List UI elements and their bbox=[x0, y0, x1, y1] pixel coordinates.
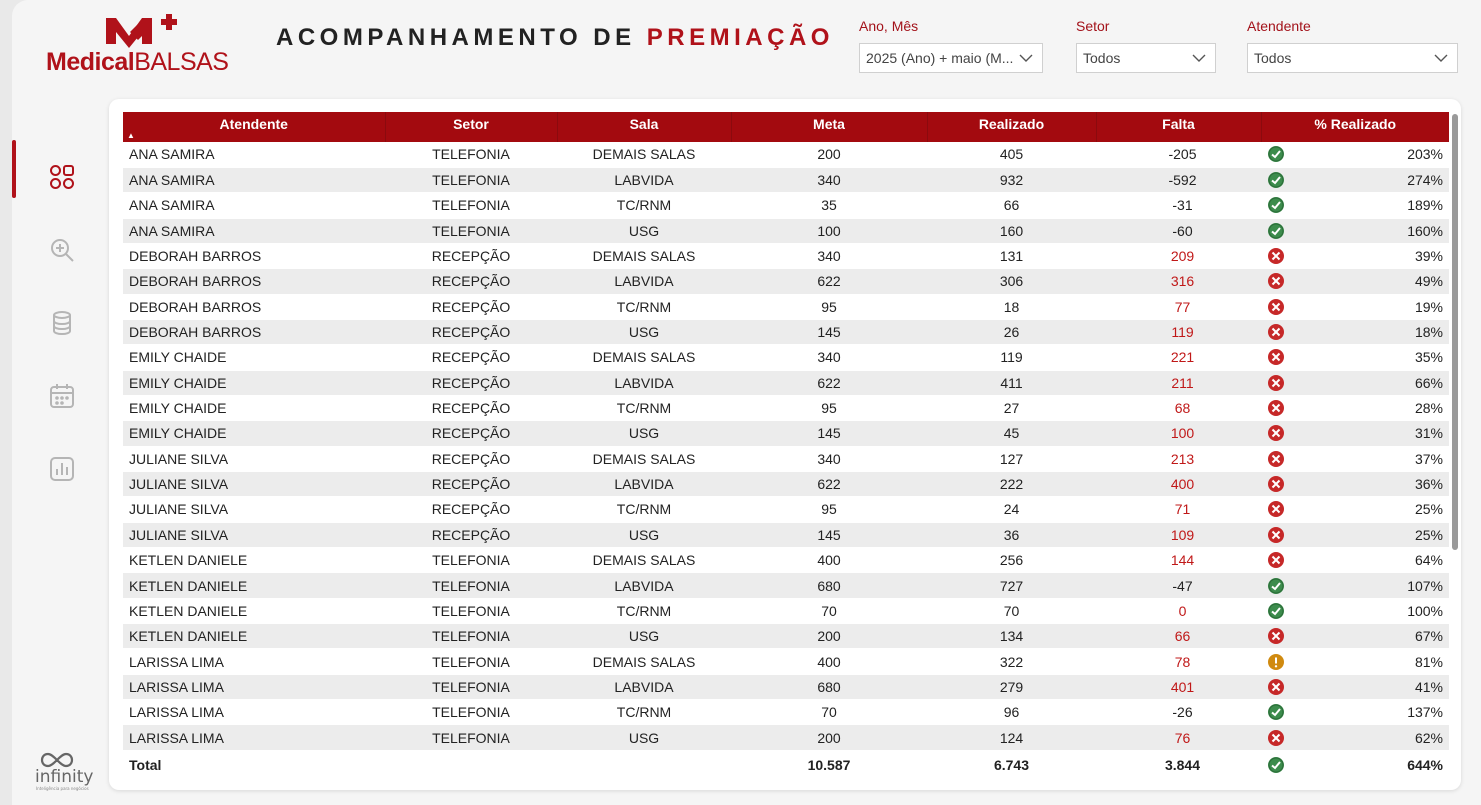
cell-sala: LABVIDA bbox=[557, 370, 731, 395]
cell-meta: 95 bbox=[731, 395, 927, 420]
status-fail-icon bbox=[1267, 729, 1285, 747]
dropdown-value: Todos bbox=[1254, 50, 1292, 66]
cell-sala: USG bbox=[557, 421, 731, 446]
cell-sala: LABVIDA bbox=[557, 573, 731, 598]
cell-falta: 119 bbox=[1096, 319, 1261, 344]
database-icon bbox=[48, 309, 76, 337]
cell-pct-realizado: 41% bbox=[1414, 678, 1443, 695]
chevron-down-icon bbox=[1018, 50, 1034, 66]
col-header-falta[interactable]: Falta bbox=[1096, 112, 1261, 142]
total-pct: 644% bbox=[1407, 756, 1443, 773]
cell-falta: 68 bbox=[1096, 395, 1261, 420]
cell-meta: 100 bbox=[731, 218, 927, 243]
cell-sala: USG bbox=[557, 522, 731, 547]
cell-meta: 622 bbox=[731, 471, 927, 496]
status-ok-icon bbox=[1267, 577, 1285, 595]
cell-setor: RECEPÇÃO bbox=[385, 370, 557, 395]
cell-falta: -60 bbox=[1096, 218, 1261, 243]
status-ok-icon bbox=[1267, 196, 1285, 214]
status-ok-icon bbox=[1267, 145, 1285, 163]
cell-falta: -26 bbox=[1096, 700, 1261, 725]
cell-realizado: 932 bbox=[927, 167, 1096, 192]
nav-reports[interactable] bbox=[12, 432, 92, 505]
cell-sala: TC/RNM bbox=[557, 598, 731, 623]
cell-atendente: ANA SAMIRA bbox=[123, 218, 385, 243]
cell-setor: TELEFONIA bbox=[385, 598, 557, 623]
cell-setor: RECEPÇÃO bbox=[385, 446, 557, 471]
table-row[interactable] bbox=[123, 522, 1449, 547]
status-ok-icon bbox=[1267, 703, 1285, 721]
total-meta: 10.587 bbox=[731, 750, 927, 778]
table-card bbox=[109, 99, 1461, 790]
cell-atendente: JULIANE SILVA bbox=[123, 522, 385, 547]
cell-setor: TELEFONIA bbox=[385, 725, 557, 750]
cell-atendente: ANA SAMIRA bbox=[123, 142, 385, 167]
cell-setor: RECEPÇÃO bbox=[385, 497, 557, 522]
cell-pct-realizado: 67% bbox=[1414, 628, 1443, 645]
cell-falta: 0 bbox=[1096, 598, 1261, 623]
table-row[interactable] bbox=[123, 725, 1449, 750]
nav-calendar[interactable] bbox=[12, 359, 92, 432]
cell-setor: TELEFONIA bbox=[385, 624, 557, 649]
page-title: ACOMPANHAMENTO DE PREMIAÇÃO bbox=[276, 24, 834, 51]
cell-setor: RECEPÇÃO bbox=[385, 269, 557, 294]
status-fail-icon bbox=[1267, 627, 1285, 645]
col-header-atendente[interactable]: Atendente ▲ bbox=[123, 112, 385, 142]
table-row[interactable] bbox=[123, 674, 1449, 699]
cell-setor: RECEPÇÃO bbox=[385, 243, 557, 268]
cell-sala: LABVIDA bbox=[557, 269, 731, 294]
cell-meta: 340 bbox=[731, 167, 927, 192]
table-row[interactable] bbox=[123, 269, 1449, 294]
cell-realizado: 45 bbox=[927, 421, 1096, 446]
cell-pct-realizado: 35% bbox=[1414, 349, 1443, 366]
cell-pct-realizado: 189% bbox=[1407, 197, 1443, 214]
table-row[interactable] bbox=[123, 497, 1449, 522]
cell-setor: RECEPÇÃO bbox=[385, 345, 557, 370]
cell-setor: RECEPÇÃO bbox=[385, 522, 557, 547]
cell-pct-realizado: 81% bbox=[1414, 653, 1443, 670]
table-row[interactable] bbox=[123, 319, 1449, 344]
cell-pct-realizado: 37% bbox=[1414, 450, 1443, 467]
status-fail-icon bbox=[1267, 399, 1285, 417]
cell-pct-realizado: 31% bbox=[1414, 425, 1443, 442]
cell-pct-realizado: 18% bbox=[1414, 324, 1443, 341]
cell-atendente: KETLEN DANIELE bbox=[123, 573, 385, 598]
bar-chart-icon bbox=[48, 455, 76, 483]
cell-meta: 145 bbox=[731, 319, 927, 344]
dashboard-icon bbox=[48, 163, 76, 191]
infinity-logo bbox=[34, 742, 104, 792]
chevron-down-icon bbox=[1191, 50, 1207, 66]
cell-atendente: KETLEN DANIELE bbox=[123, 598, 385, 623]
status-warning-icon bbox=[1267, 653, 1285, 671]
table-row[interactable] bbox=[123, 142, 1449, 167]
cell-meta: 70 bbox=[731, 700, 927, 725]
cell-setor: RECEPÇÃO bbox=[385, 395, 557, 420]
cell-falta: 211 bbox=[1096, 370, 1261, 395]
nav-dashboard[interactable] bbox=[12, 140, 92, 213]
status-fail-icon bbox=[1267, 424, 1285, 442]
cell-pct-realizado: 64% bbox=[1414, 552, 1443, 569]
cell-falta: 400 bbox=[1096, 471, 1261, 496]
cell-falta: 71 bbox=[1096, 497, 1261, 522]
status-fail-icon bbox=[1267, 272, 1285, 290]
table-row[interactable] bbox=[123, 446, 1449, 471]
chevron-down-icon bbox=[1433, 50, 1449, 66]
infinity-tagline: Inteligência para negócios bbox=[36, 786, 89, 791]
status-ok-icon bbox=[1267, 171, 1285, 189]
col-header-setor[interactable]: Setor bbox=[385, 112, 557, 142]
cell-sala: LABVIDA bbox=[557, 471, 731, 496]
table-total-row bbox=[123, 750, 1449, 778]
cell-realizado: 131 bbox=[927, 243, 1096, 268]
status-fail-icon bbox=[1267, 450, 1285, 468]
cell-setor: TELEFONIA bbox=[385, 142, 557, 167]
table-row[interactable] bbox=[123, 573, 1449, 598]
brand-name: MedicalBALSAS bbox=[46, 48, 229, 76]
cell-atendente: EMILY CHAIDE bbox=[123, 421, 385, 446]
cell-sala: DEMAIS SALAS bbox=[557, 446, 731, 471]
cell-meta: 340 bbox=[731, 345, 927, 370]
cell-realizado: 124 bbox=[927, 725, 1096, 750]
cell-atendente: JULIANE SILVA bbox=[123, 446, 385, 471]
cell-sala: LABVIDA bbox=[557, 674, 731, 699]
cell-pct-realizado: 49% bbox=[1414, 273, 1443, 290]
table-row[interactable] bbox=[123, 193, 1449, 218]
cell-atendente: JULIANE SILVA bbox=[123, 471, 385, 496]
zoom-in-icon bbox=[48, 236, 76, 264]
cell-sala: USG bbox=[557, 319, 731, 344]
cell-realizado: 134 bbox=[927, 624, 1096, 649]
cell-pct-realizado: 25% bbox=[1414, 501, 1443, 518]
cell-realizado: 119 bbox=[927, 345, 1096, 370]
cell-meta: 200 bbox=[731, 142, 927, 167]
cell-realizado: 405 bbox=[927, 142, 1096, 167]
cell-atendente: KETLEN DANIELE bbox=[123, 548, 385, 573]
status-ok-icon bbox=[1267, 602, 1285, 620]
total-label: Total bbox=[123, 750, 385, 778]
table-row[interactable] bbox=[123, 218, 1449, 243]
cell-atendente: DEBORAH BARROS bbox=[123, 319, 385, 344]
cell-sala: DEMAIS SALAS bbox=[557, 345, 731, 370]
cell-pct-realizado: 107% bbox=[1407, 577, 1443, 594]
cell-meta: 145 bbox=[731, 522, 927, 547]
cell-pct-realizado: 100% bbox=[1407, 602, 1443, 619]
cell-meta: 622 bbox=[731, 370, 927, 395]
status-fail-icon bbox=[1267, 678, 1285, 696]
cell-sala: TC/RNM bbox=[557, 193, 731, 218]
cell-realizado: 27 bbox=[927, 395, 1096, 420]
status-fail-icon bbox=[1267, 374, 1285, 392]
status-fail-icon bbox=[1267, 551, 1285, 569]
col-header-sala[interactable]: Sala bbox=[557, 112, 731, 142]
cell-atendente: JULIANE SILVA bbox=[123, 497, 385, 522]
cell-meta: 622 bbox=[731, 269, 927, 294]
cell-pct-realizado: 203% bbox=[1407, 146, 1443, 163]
cell-atendente: LARISSA LIMA bbox=[123, 649, 385, 674]
cell-pct-realizado: 137% bbox=[1407, 704, 1443, 721]
table-row[interactable] bbox=[123, 395, 1449, 420]
cell-sala: DEMAIS SALAS bbox=[557, 548, 731, 573]
cell-falta: 209 bbox=[1096, 243, 1261, 268]
filter-label: Setor bbox=[1076, 18, 1110, 34]
cell-falta: 221 bbox=[1096, 345, 1261, 370]
cell-pct-realizado: 66% bbox=[1414, 374, 1443, 391]
table-row[interactable] bbox=[123, 167, 1449, 192]
table-row[interactable] bbox=[123, 649, 1449, 674]
cell-setor: TELEFONIA bbox=[385, 167, 557, 192]
cell-pct-realizado: 25% bbox=[1414, 526, 1443, 543]
cell-realizado: 306 bbox=[927, 269, 1096, 294]
cell-falta: -47 bbox=[1096, 573, 1261, 598]
cell-meta: 70 bbox=[731, 598, 927, 623]
status-fail-icon bbox=[1267, 348, 1285, 366]
cell-meta: 200 bbox=[731, 725, 927, 750]
nav-database[interactable] bbox=[12, 286, 92, 359]
table-row[interactable] bbox=[123, 370, 1449, 395]
cell-realizado: 727 bbox=[927, 573, 1096, 598]
cell-atendente: ANA SAMIRA bbox=[123, 193, 385, 218]
col-header-pct-realizado[interactable]: % Realizado bbox=[1261, 112, 1449, 142]
cell-atendente: EMILY CHAIDE bbox=[123, 370, 385, 395]
cell-falta: 76 bbox=[1096, 725, 1261, 750]
cell-atendente: EMILY CHAIDE bbox=[123, 345, 385, 370]
total-falta: 3.844 bbox=[1096, 750, 1261, 778]
cell-realizado: 222 bbox=[927, 471, 1096, 496]
status-fail-icon bbox=[1267, 323, 1285, 341]
cell-meta: 35 bbox=[731, 193, 927, 218]
cell-meta: 200 bbox=[731, 624, 927, 649]
cell-falta: 316 bbox=[1096, 269, 1261, 294]
cell-realizado: 322 bbox=[927, 649, 1096, 674]
table-row[interactable] bbox=[123, 421, 1449, 446]
cell-realizado: 24 bbox=[927, 497, 1096, 522]
cell-falta: -592 bbox=[1096, 167, 1261, 192]
table-row[interactable] bbox=[123, 345, 1449, 370]
cell-setor: TELEFONIA bbox=[385, 700, 557, 725]
sort-ascending-icon: ▲ bbox=[127, 131, 135, 140]
cell-atendente: LARISSA LIMA bbox=[123, 700, 385, 725]
cell-pct-realizado: 19% bbox=[1414, 298, 1443, 315]
cell-sala: USG bbox=[557, 218, 731, 243]
cell-falta: 66 bbox=[1096, 624, 1261, 649]
status-ok-icon bbox=[1267, 756, 1285, 774]
cell-atendente: DEBORAH BARROS bbox=[123, 294, 385, 319]
cell-setor: TELEFONIA bbox=[385, 573, 557, 598]
table-row[interactable] bbox=[123, 548, 1449, 573]
cell-falta: 78 bbox=[1096, 649, 1261, 674]
status-fail-icon bbox=[1267, 298, 1285, 316]
cell-atendente: KETLEN DANIELE bbox=[123, 624, 385, 649]
cell-realizado: 127 bbox=[927, 446, 1096, 471]
cell-falta: -205 bbox=[1096, 142, 1261, 167]
filter-atendente bbox=[1247, 18, 1458, 73]
ano-mes-dropdown[interactable] bbox=[859, 43, 1043, 73]
table-row[interactable] bbox=[123, 700, 1449, 725]
table-row[interactable] bbox=[123, 471, 1449, 496]
dropdown-value: Todos bbox=[1083, 50, 1121, 66]
setor-dropdown[interactable] bbox=[1076, 43, 1216, 73]
table-row[interactable] bbox=[123, 624, 1449, 649]
atendente-dropdown[interactable] bbox=[1247, 43, 1458, 73]
cell-sala: DEMAIS SALAS bbox=[557, 142, 731, 167]
table-row[interactable] bbox=[123, 598, 1449, 623]
cell-falta: 213 bbox=[1096, 446, 1261, 471]
filter-label: Ano, Mês bbox=[859, 18, 919, 34]
cell-falta: 401 bbox=[1096, 674, 1261, 699]
calendar-icon bbox=[48, 382, 76, 410]
cell-meta: 680 bbox=[731, 573, 927, 598]
cell-meta: 145 bbox=[731, 421, 927, 446]
cell-setor: TELEFONIA bbox=[385, 649, 557, 674]
cell-setor: RECEPÇÃO bbox=[385, 471, 557, 496]
cell-realizado: 411 bbox=[927, 370, 1096, 395]
cell-setor: TELEFONIA bbox=[385, 193, 557, 218]
cell-sala: LABVIDA bbox=[557, 167, 731, 192]
cell-atendente: LARISSA LIMA bbox=[123, 674, 385, 699]
status-fail-icon bbox=[1267, 526, 1285, 544]
cell-pct-realizado: 39% bbox=[1414, 248, 1443, 265]
cell-falta: 77 bbox=[1096, 294, 1261, 319]
cell-realizado: 96 bbox=[927, 700, 1096, 725]
cell-atendente: ANA SAMIRA bbox=[123, 167, 385, 192]
cell-pct-realizado: 28% bbox=[1414, 400, 1443, 417]
cell-atendente: DEBORAH BARROS bbox=[123, 269, 385, 294]
cell-meta: 400 bbox=[731, 649, 927, 674]
dropdown-value: 2025 (Ano) + maio (M... bbox=[866, 50, 1014, 66]
status-fail-icon bbox=[1267, 475, 1285, 493]
table-scrollbar[interactable] bbox=[1452, 114, 1458, 550]
cell-setor: TELEFONIA bbox=[385, 218, 557, 243]
cell-pct-realizado: 274% bbox=[1407, 172, 1443, 189]
cell-atendente: EMILY CHAIDE bbox=[123, 395, 385, 420]
nav-zoom[interactable] bbox=[12, 213, 92, 286]
filter-setor bbox=[1076, 18, 1216, 73]
infinity-wordmark: infinity bbox=[35, 767, 94, 787]
filter-label: Atendente bbox=[1247, 18, 1311, 34]
cell-setor: RECEPÇÃO bbox=[385, 294, 557, 319]
cell-setor: TELEFONIA bbox=[385, 674, 557, 699]
cell-sala: TC/RNM bbox=[557, 700, 731, 725]
table-row[interactable] bbox=[123, 243, 1449, 268]
cell-atendente: DEBORAH BARROS bbox=[123, 243, 385, 268]
cell-sala: DEMAIS SALAS bbox=[557, 649, 731, 674]
cell-sala: TC/RNM bbox=[557, 497, 731, 522]
cell-pct-realizado: 62% bbox=[1414, 729, 1443, 746]
cell-setor: RECEPÇÃO bbox=[385, 421, 557, 446]
cell-meta: 95 bbox=[731, 294, 927, 319]
cell-atendente: LARISSA LIMA bbox=[123, 725, 385, 750]
cell-setor: RECEPÇÃO bbox=[385, 319, 557, 344]
total-realizado: 6.743 bbox=[927, 750, 1096, 778]
cell-pct-realizado: 36% bbox=[1414, 476, 1443, 493]
col-header-realizado[interactable]: Realizado bbox=[927, 112, 1096, 142]
premiacao-table bbox=[123, 112, 1449, 778]
cell-meta: 680 bbox=[731, 674, 927, 699]
cell-meta: 400 bbox=[731, 548, 927, 573]
cell-meta: 95 bbox=[731, 497, 927, 522]
cell-falta: 109 bbox=[1096, 522, 1261, 547]
status-ok-icon bbox=[1267, 222, 1285, 240]
cell-sala: TC/RNM bbox=[557, 395, 731, 420]
status-fail-icon bbox=[1267, 247, 1285, 265]
status-fail-icon bbox=[1267, 500, 1285, 518]
cell-meta: 340 bbox=[731, 446, 927, 471]
cell-falta: 144 bbox=[1096, 548, 1261, 573]
cell-realizado: 279 bbox=[927, 674, 1096, 699]
cell-sala: DEMAIS SALAS bbox=[557, 243, 731, 268]
table-row[interactable] bbox=[123, 294, 1449, 319]
cell-realizado: 256 bbox=[927, 548, 1096, 573]
cell-falta: 100 bbox=[1096, 421, 1261, 446]
cell-sala: TC/RNM bbox=[557, 294, 731, 319]
cell-realizado: 36 bbox=[927, 522, 1096, 547]
cell-pct-realizado: 160% bbox=[1407, 222, 1443, 239]
cell-sala: USG bbox=[557, 624, 731, 649]
filter-ano-mes bbox=[859, 18, 1043, 73]
cell-setor: TELEFONIA bbox=[385, 548, 557, 573]
cell-realizado: 66 bbox=[927, 193, 1096, 218]
cell-sala: USG bbox=[557, 725, 731, 750]
cell-realizado: 70 bbox=[927, 598, 1096, 623]
side-nav bbox=[12, 140, 92, 505]
cell-realizado: 26 bbox=[927, 319, 1096, 344]
cell-meta: 340 bbox=[731, 243, 927, 268]
cell-realizado: 18 bbox=[927, 294, 1096, 319]
cell-falta: -31 bbox=[1096, 193, 1261, 218]
cell-realizado: 160 bbox=[927, 218, 1096, 243]
col-header-meta[interactable]: Meta bbox=[731, 112, 927, 142]
